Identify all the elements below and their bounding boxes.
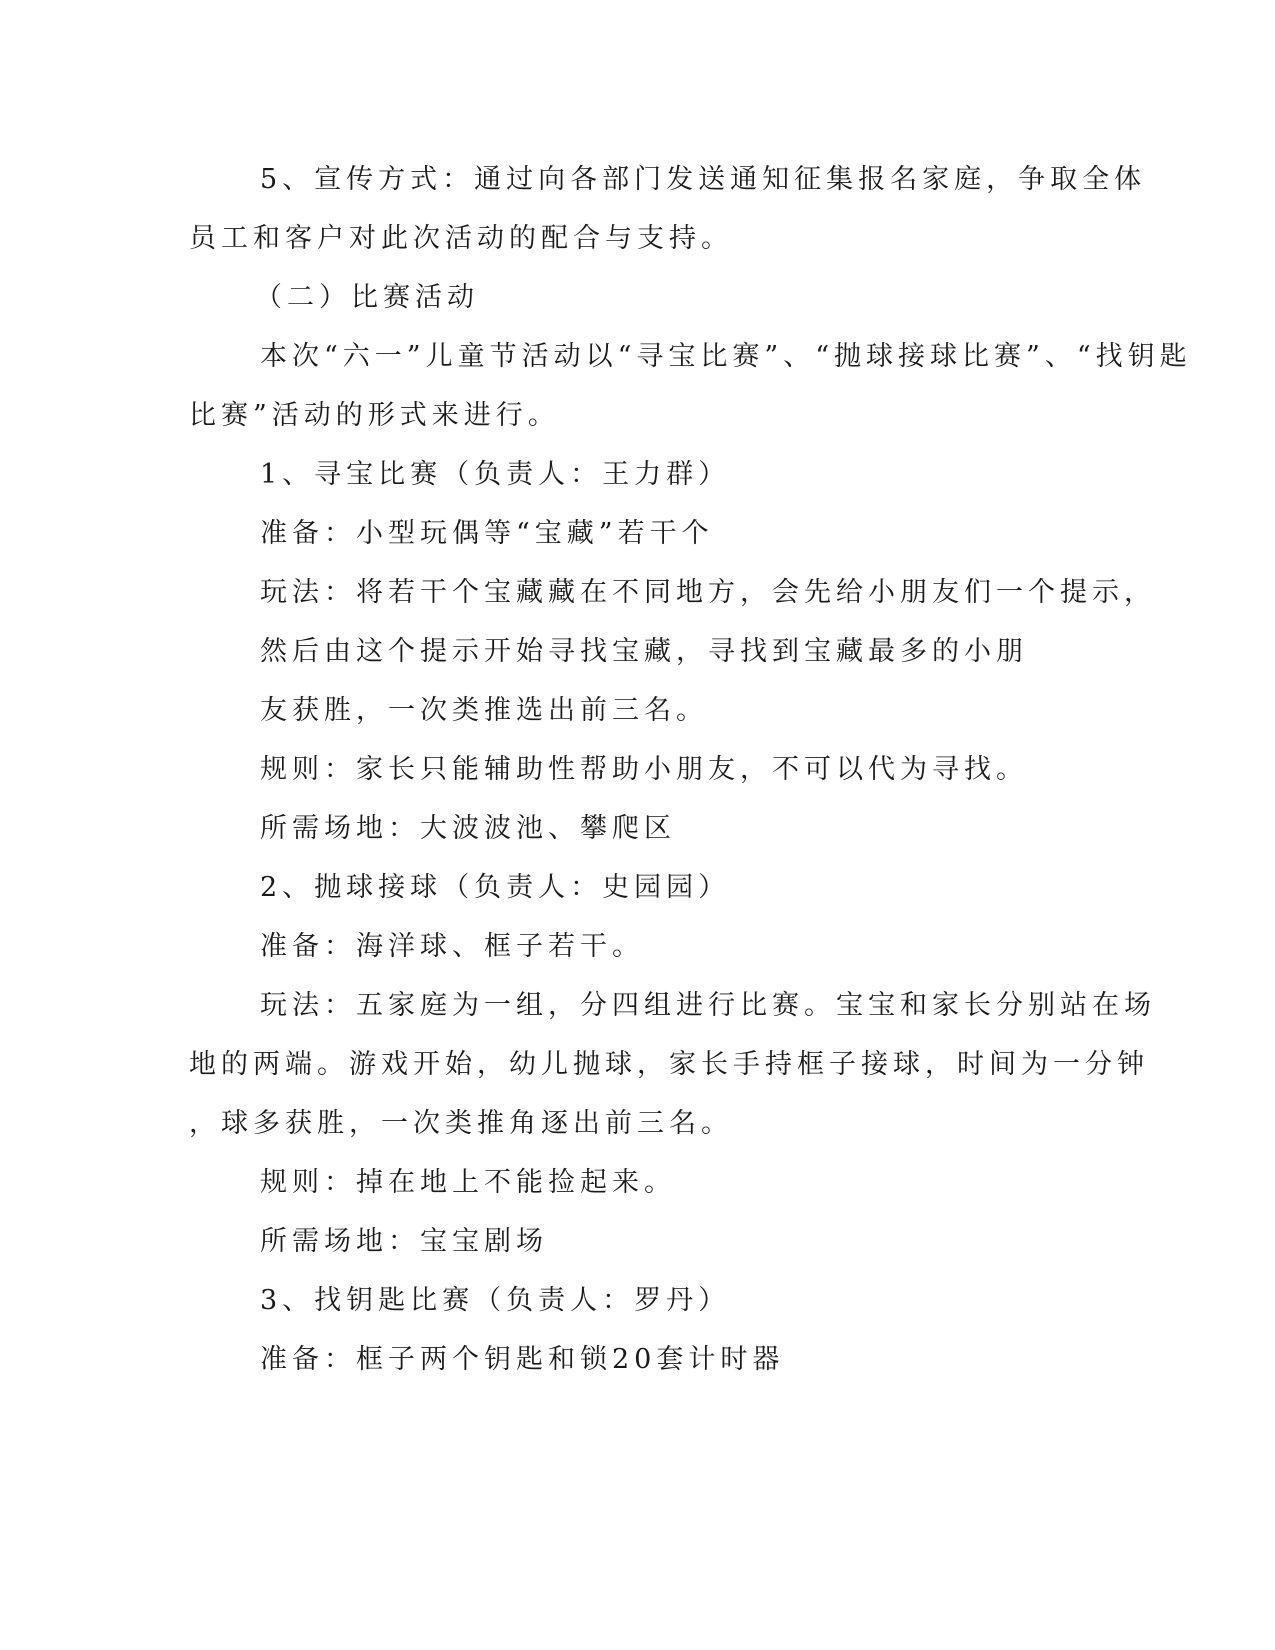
paragraph-line: ，球多获胜，一次类推角逐出前三名。 — [189, 1108, 733, 1139]
paragraph-line: 员工和客户对此次活动的配合与支持。 — [189, 223, 733, 254]
paragraph-line: 规则：掉在地上不能捡起来。 — [260, 1167, 676, 1198]
paragraph-line: 准备：海洋球、框子若干。 — [260, 931, 644, 962]
paragraph-line: 规则：家长只能辅助性帮助小朋友，不可以代为寻找。 — [260, 754, 1028, 785]
paragraph-line: 友获胜，一次类推选出前三名。 — [260, 695, 708, 726]
paragraph-line: 玩法：将若干个宝藏藏在不同地方，会先给小朋友们一个提示， — [260, 577, 1156, 608]
section-heading: （二）比赛活动 — [255, 282, 479, 313]
paragraph-line: 所需场地：大波波池、攀爬区 — [260, 813, 676, 844]
paragraph-line: 5、宣传方式：通过向各部门发送通知征集报名家庭，争取全体 — [260, 164, 1147, 195]
paragraph-line: 准备：框子两个钥匙和锁20套计时器 — [260, 1344, 785, 1375]
paragraph-line: 地的两端。游戏开始，幼儿抛球，家长手持框子接球，时间为一分钟 — [189, 1049, 1149, 1080]
paragraph-line: 所需场地：宝宝剧场 — [260, 1226, 548, 1257]
item-heading: 2、抛球接球（负责人：史园园） — [260, 872, 731, 903]
paragraph-line: 准备：小型玩偶等“宝藏”若干个 — [260, 518, 714, 549]
paragraph-line: 然后由这个提示开始寻找宝藏，寻找到宝藏最多的小朋 — [260, 636, 1028, 667]
item-heading: 3、找钥匙比赛（负责人：罗丹） — [260, 1285, 731, 1316]
paragraph-line: 玩法：五家庭为一组，分四组进行比赛。宝宝和家长分别站在场 — [260, 990, 1156, 1021]
item-heading: 1、寻宝比赛（负责人：王力群） — [260, 459, 731, 490]
paragraph-line: 本次“六一”儿童节活动以“寻宝比赛”、“抛球接球比赛”、“找钥匙 — [260, 341, 1192, 372]
paragraph-line: 比赛”活动的形式来进行。 — [189, 400, 560, 431]
